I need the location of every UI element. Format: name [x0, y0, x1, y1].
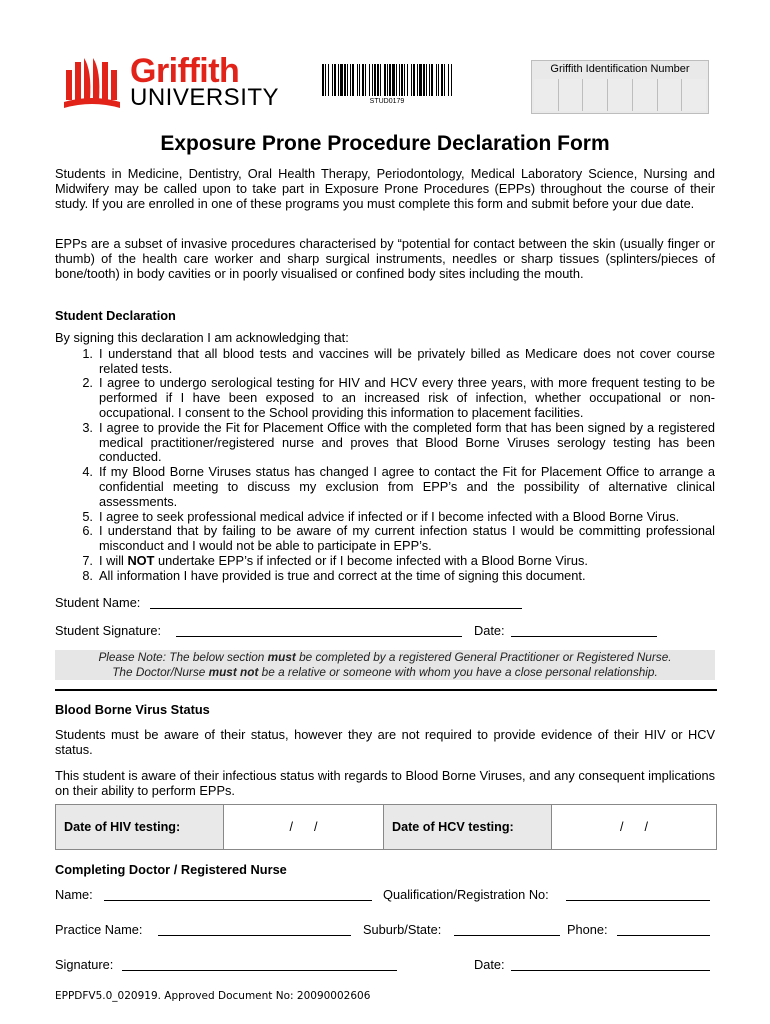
- intro-paragraph-1: Students in Medicine, Dentistry, Oral Health Therapy, Periodontology, Medical Laboratory Science, Nursing and Midwifery may be called upon to take part in Exposure Prone Procedures (EPPs) throughout the course of their study. If you are enrolled in one of these programs you must complete this form and submit before your due date.: [55, 166, 715, 211]
- list-item-text: [99, 554, 715, 569]
- list-item-number: 6.: [82, 523, 93, 539]
- practice-name-field[interactable]: [158, 935, 351, 936]
- suburb-state-field[interactable]: [454, 935, 560, 936]
- list-item-text-pre: I will: [99, 552, 128, 568]
- student-signature-label: Student Signature:: [55, 623, 162, 638]
- logo-wordmark-university: UNIVERSITY: [130, 84, 280, 111]
- list-item-text: If my Blood Borne Viruses status has changed I agree to contact the Fit for Placement Office to arrange a confidential meeting to discuss my exclusion from EPP’s and the possibility of alternative clinical assessments.: [99, 464, 715, 509]
- list-item: [55, 510, 715, 525]
- student-name-field[interactable]: [150, 608, 522, 609]
- student-signature-field[interactable]: [176, 636, 462, 637]
- suburb-state-label: Suburb/State:: [363, 922, 442, 937]
- declaration-intro: By signing this declaration I am acknowledging that:: [55, 330, 349, 345]
- testing-dates-table: [55, 804, 717, 850]
- student-name-label: Student Name:: [55, 595, 141, 610]
- bbv-heading: Blood Borne Virus Status: [55, 702, 210, 717]
- list-item-number: 1.: [82, 345, 93, 361]
- list-item-text: I agree to seek professional medical advice if infected or if I become infected with a Blood Borne Virus.: [99, 508, 680, 524]
- hcv-date-field[interactable]: / /: [620, 820, 648, 834]
- list-item-number: 3.: [82, 419, 93, 435]
- list-item-number: 7.: [82, 552, 93, 568]
- list-item: [55, 376, 715, 420]
- note-line-2-emphasis: must not: [208, 665, 259, 679]
- student-date-label: Date:: [474, 623, 505, 638]
- doctor-heading: Completing Doctor / Registered Nurse: [55, 862, 287, 877]
- list-item-number: 8.: [82, 567, 93, 583]
- qualification-label: Qualification/Registration No:: [383, 887, 549, 902]
- list-item-text-post: undertake EPP’s if infected or if I become infected with a Blood Borne Virus.: [154, 552, 588, 568]
- id-digit-cell[interactable]: [682, 79, 706, 111]
- note-line-2-pre: The Doctor/Nurse: [112, 665, 209, 679]
- student-declaration-heading: Student Declaration: [55, 308, 176, 323]
- list-item: [55, 524, 715, 554]
- doctor-name-label: Name:: [55, 887, 93, 902]
- list-item-text: I understand that by failing to be aware of my current infection status I would be committing professional misconduct and I would not be able to participate in EPP’s.: [99, 523, 715, 554]
- barcode-number: STUD0179: [369, 98, 405, 105]
- list-item-text: All information I have provided is true and correct at the time of signing this document.: [99, 567, 586, 583]
- note-line-2-post: be a relative or someone with whom you have a close personal relationship.: [258, 665, 658, 679]
- doctor-name-field[interactable]: [104, 900, 372, 901]
- hcv-date-label: Date of HCV testing:: [384, 805, 552, 849]
- doctor-date-label: Date:: [474, 957, 505, 972]
- note-line-1-pre: Please Note: The below section: [98, 650, 268, 664]
- doctor-note: [55, 650, 715, 680]
- griffith-id-label: Griffith Identification Number: [550, 63, 690, 75]
- list-item: [55, 421, 715, 465]
- note-line-2: [55, 665, 715, 680]
- griffith-crest-icon: [62, 56, 124, 112]
- student-date-field[interactable]: [511, 636, 657, 637]
- id-digit-cell[interactable]: [633, 79, 658, 111]
- form-title: Exposure Prone Procedure Declaration Form: [160, 132, 610, 155]
- list-item-text-emphasis: NOT: [127, 552, 155, 568]
- hiv-date-label: Date of HIV testing:: [56, 805, 224, 849]
- id-digit-cell[interactable]: [534, 79, 559, 111]
- list-item: [55, 569, 715, 584]
- list-item-number: 2.: [82, 375, 93, 391]
- note-line-1: [55, 650, 715, 665]
- list-item-text: I agree to provide the Fit for Placement Office with the completed form that has been signed by a registered medical practitioner/registered nurse and proves that Blood Borne Viruses serology testing has been conducted.: [99, 419, 715, 465]
- list-item-text: I understand that all blood tests and vaccines will be privately billed as Medicare does not cover course related tests.: [99, 345, 715, 376]
- note-line-1-emphasis: must: [267, 650, 296, 664]
- document-footer: EPPDFV5.0_020919. Approved Document No: 20090002606: [55, 990, 371, 1002]
- barcode-icon: [322, 64, 452, 96]
- logo-wordmark-griffith: Griffith: [130, 52, 240, 90]
- doctor-signature-label: Signature:: [55, 957, 114, 972]
- griffith-id-box: [531, 60, 709, 114]
- id-digit-cell[interactable]: [559, 79, 584, 111]
- list-item-number: 5.: [82, 508, 93, 524]
- list-item-text: I agree to undergo serological testing for HIV and HCV every three years, with more frequent testing to be performed if I have been exposed to an increased risk of infection, whether occupational or non-occupational. I consent to the School providing this information to placement facilities.: [99, 375, 715, 420]
- bbv-paragraph-1: Students must be aware of their status, however they are not required to provide evidence of their HIV or HCV status.: [55, 727, 715, 757]
- id-digit-cell[interactable]: [608, 79, 633, 111]
- phone-label: Phone:: [567, 922, 608, 937]
- section-divider: [55, 689, 717, 691]
- list-item-number: 4.: [82, 464, 93, 480]
- id-digit-cell[interactable]: [583, 79, 608, 111]
- declaration-list: [55, 331, 715, 584]
- list-item: [55, 347, 715, 377]
- list-item: [55, 465, 715, 509]
- qualification-field[interactable]: [566, 900, 710, 901]
- intro-paragraph-2: EPPs are a subset of invasive procedures characterised by “potential for contact between the skin (usually finger or thumb) of the health care worker and sharp surgical instruments, needles or sharp tissues (splinters/pieces of bone/tooth) in body cavities or in poorly visualised or confined body sites including the mouth.: [55, 236, 715, 281]
- doctor-date-field[interactable]: [511, 970, 710, 971]
- note-line-1-post: be completed by a registered General Practitioner or Registered Nurse.: [295, 650, 672, 664]
- practice-name-label: Practice Name:: [55, 922, 143, 937]
- id-digit-cell[interactable]: [658, 79, 683, 111]
- list-item: [55, 554, 715, 569]
- hiv-date-field[interactable]: / /: [224, 805, 384, 849]
- bbv-paragraph-2: This student is aware of their infectious status with regards to Blood Borne Viruses, and any consequent implications on their ability to perform EPPs.: [55, 768, 715, 798]
- doctor-signature-field[interactable]: [122, 970, 397, 971]
- phone-field[interactable]: [617, 935, 710, 936]
